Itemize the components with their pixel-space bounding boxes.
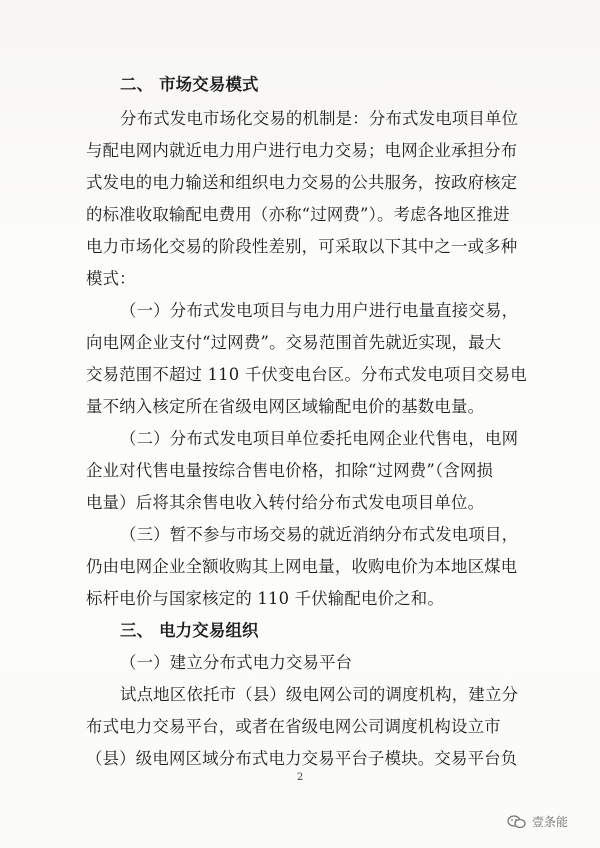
section-heading-3: 三、 电力交易组织: [120, 621, 259, 640]
paragraph-line: 量不纳入核定所在省级电网区域输配电价的基数电量。: [86, 397, 485, 416]
wechat-icon: [507, 815, 527, 829]
paragraph-line: 模式：: [86, 269, 136, 288]
paragraph-line: 电量）后将其余售电收入转付给分布式发电项目单位。: [86, 493, 485, 512]
paragraph-line: 分布式发电市场化交易的机制是：分布式发电项目单位: [120, 109, 519, 128]
paragraph-line: （一）分布式发电项目与电力用户进行电量直接交易，: [120, 301, 519, 320]
paragraph-line: 与配电网内就近电力用户进行电力交易；电网企业承担分布: [86, 141, 518, 160]
watermark: [507, 813, 568, 830]
paragraph-line: （三）暂不参与市场交易的就近消纳分布式发电项目，: [120, 525, 519, 544]
paragraph-line: 企业对代售电量按综合售电价格，扣除“过网费”（含网损: [86, 461, 494, 480]
paragraph-line: 电力市场化交易的阶段性差别，可采取以下其中之一或多种: [86, 237, 518, 256]
paragraph-line: 交易范围不超过 110 千伏变电台区。分布式发电项目交易电: [86, 365, 527, 384]
paragraph-line: 标杆电价与国家核定的 110 千伏输配电价之和。: [86, 589, 444, 608]
paragraph-line: 布式电力交易平台，或者在省级电网公司调度机构设立市: [86, 717, 501, 736]
watermark-text: 壹条能: [531, 815, 568, 829]
paragraph-line: 试点地区依托市（县）级电网公司的调度机构，建立分: [120, 685, 519, 704]
subsection-heading: （一）建立分布式电力交易平台: [120, 653, 353, 672]
section-heading-2: 二、 市场交易模式: [120, 75, 259, 94]
paragraph-line: 的标准收取输配电费用（亦称“过网费”）。考虑各地区推进: [86, 205, 510, 224]
paragraph-line: 向电网企业支付“过网费”。交易范围首先就近实现，最大: [86, 333, 502, 352]
page-number: 2: [296, 772, 304, 783]
paragraph-line: 仍由电网企业全额收购其上网电量，收购电价为本地区煤电: [86, 557, 518, 576]
paragraph-line: 式发电的电力输送和组织电力交易的公共服务，按政府核定: [86, 173, 518, 192]
paragraph-line: （二）分布式发电项目单位委托电网企业代售电，电网: [120, 429, 519, 448]
paragraph-line: （县）级电网区域分布式电力交易平台子模块。交易平台负: [86, 749, 518, 768]
